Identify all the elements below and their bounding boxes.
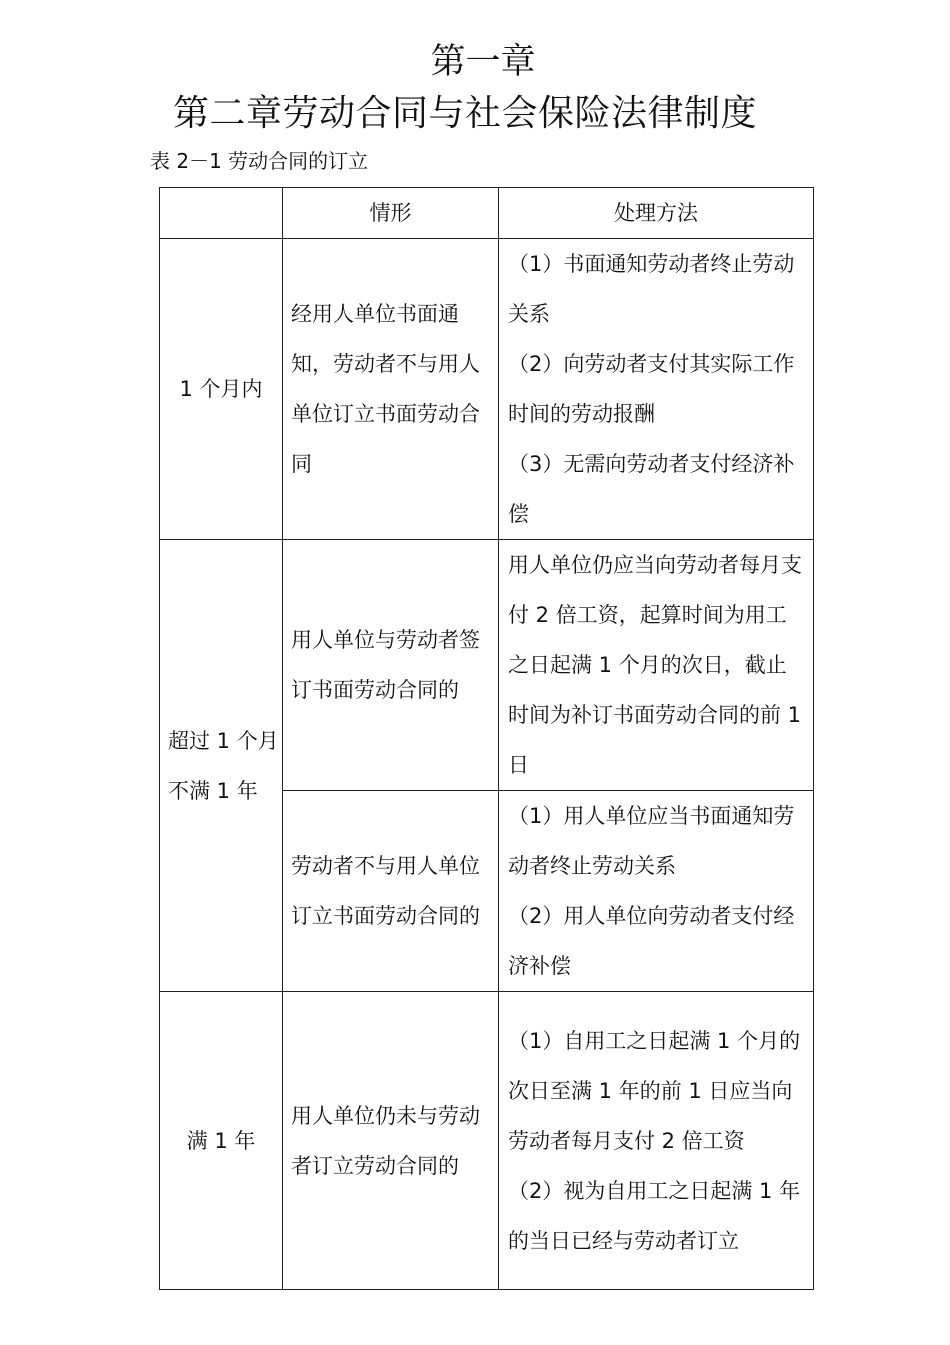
table-row [160, 239, 814, 540]
handling-item: （2）视为自用工之日起满 1 年的当日已经与劳动者订立 [508, 1178, 801, 1253]
period-cell: 1 个月内 [160, 239, 283, 540]
handling-item: （3）无需向劳动者支付经济补偿 [508, 452, 795, 526]
handling-cell [499, 540, 814, 791]
handling-item: （1）自用工之日起满 1 个月的次日至满 1 年的前 1 日应当向劳动者每月支付 2 倍工资 [508, 1028, 801, 1153]
handling-cell [499, 239, 814, 540]
table-caption: 表 2－1 劳动合同的订立 [150, 149, 369, 173]
header-cell-situation: 情形 [283, 188, 499, 239]
situation-cell: 劳动者不与用人单位订立书面劳动合同的 [283, 791, 499, 992]
handling-item: 用人单位仍应当向劳动者每月支付 2 倍工资，起算时间为用工之日起满 1 个月的次日，截止时间为补订书面劳动合同的前 1 日 [508, 553, 802, 777]
handling-cell [499, 992, 814, 1290]
situation-cell: 用人单位与劳动者签订书面劳动合同的 [283, 540, 499, 791]
handling-item: （1）用人单位应当书面通知劳动者终止劳动关系 [508, 804, 795, 878]
table-header-row [160, 188, 814, 239]
table-row [160, 992, 814, 1290]
header-cell-empty [160, 188, 283, 239]
situation-cell: 经用人单位书面通知，劳动者不与用人单位订立书面劳动合同 [283, 239, 499, 540]
handling-item: （1）书面通知劳动者终止劳动关系 [508, 252, 795, 326]
period-cell: 满 1 年 [160, 992, 283, 1290]
handling-cell [499, 791, 814, 992]
table-row [160, 540, 814, 791]
handling-item: （2）用人单位向劳动者支付经济补偿 [508, 904, 795, 978]
chapter-heading: 第一章 [430, 42, 536, 82]
header-cell-handling: 处理方法 [499, 188, 814, 239]
document-title: 第二章劳动合同与社会保险法律制度 [172, 93, 757, 134]
handling-item: （2）向劳动者支付其实际工作时间的劳动报酬 [508, 352, 795, 426]
period-cell: 超过 1 个月不满 1 年 [160, 540, 283, 992]
contract-signing-table [159, 187, 814, 1290]
situation-cell: 用人单位仍未与劳动者订立劳动合同的 [283, 992, 499, 1290]
